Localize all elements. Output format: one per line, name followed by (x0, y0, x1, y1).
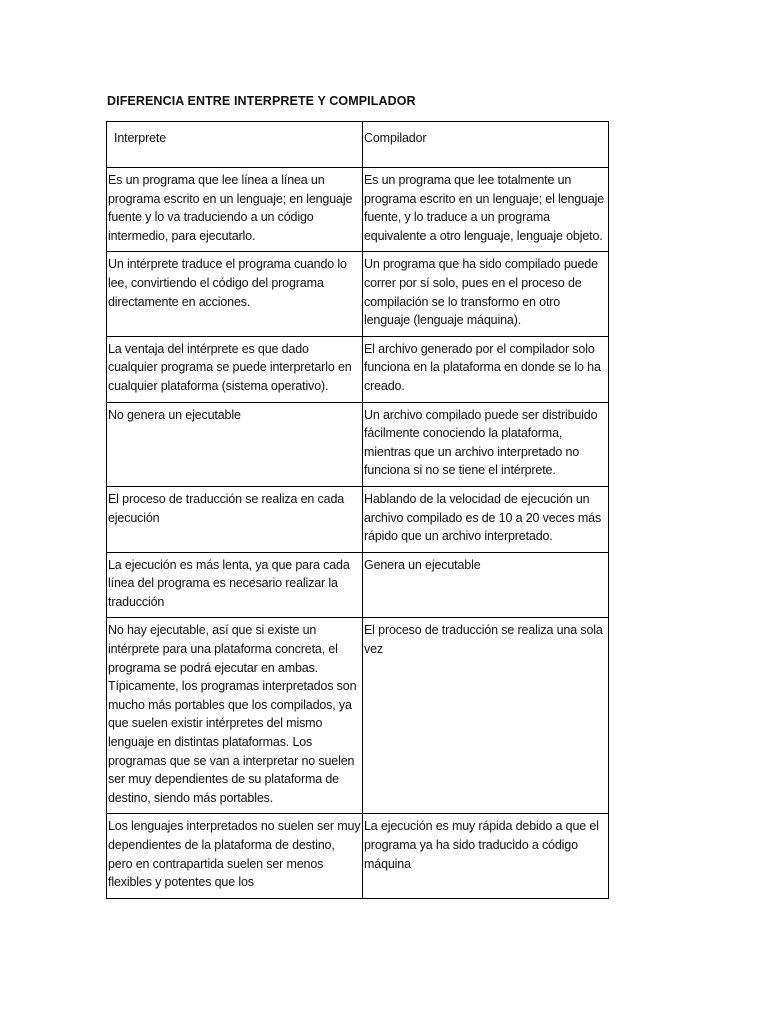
table-row (107, 486, 609, 552)
cell-compilador: El proceso de traducción se realiza una sola vez (363, 618, 609, 814)
table-row (107, 252, 609, 336)
page-title: DIFERENCIA ENTRE INTERPRETE Y COMPILADOR (107, 94, 416, 108)
table-row (107, 618, 609, 814)
cell-compilador: La ejecución es muy rápida debido a que el programa ya ha sido traducido a código máquina (363, 814, 609, 898)
table-row (107, 552, 609, 618)
table-row (107, 814, 609, 898)
table-row (107, 168, 609, 252)
cell-compilador: El archivo generado por el compilador solo funciona en la plataforma en donde se lo ha creado. (363, 336, 609, 402)
cell-compilador: Genera un ejecutable (363, 552, 609, 618)
header-compilador: Compilador (363, 122, 609, 168)
cell-compilador: Un archivo compilado puede ser distribuido fácilmente conociendo la plataforma, mientras que un archivo interpretado no funciona si no se tiene el intérprete. (363, 402, 609, 486)
table-header-row (107, 122, 609, 168)
cell-interprete: La ejecución es más lenta, ya que para cada línea del programa es necesario realizar la traducción (107, 552, 363, 618)
cell-compilador: Un programa que ha sido compilado puede correr por sí solo, pues en el proceso de compilación se lo transformo en otro lenguaje (lenguaje máquina). (363, 252, 609, 336)
cell-compilador: Es un programa que lee totalmente un programa escrito en un lenguaje; el lenguaje fuente, y lo traduce a un programa equivalente a otro lenguaje, lenguaje objeto. (363, 168, 609, 252)
cell-interprete: No hay ejecutable, así que si existe un intérprete para una plataforma concreta, el programa se podrá ejecutar en ambas. Típicamente, los programas interpretados son mucho más portables que los compilados, ya que suelen existir intérpretes del mismo lenguaje en distintas plataformas. Los programas que se van a interpretar no suelen ser muy dependientes de su plataforma de destino, siendo más portables. (107, 618, 363, 814)
cell-interprete: Los lenguajes interpretados no suelen ser muy dependientes de la plataforma de destino, pero en contrapartida suelen ser menos flexibles y potentes que los (107, 814, 363, 898)
cell-interprete: La ventaja del intérprete es que dado cualquier programa se puede interpretarlo en cualquier plataforma (sistema operativo). (107, 336, 363, 402)
cell-interprete: No genera un ejecutable (107, 402, 363, 486)
cell-interprete: El proceso de traducción se realiza en cada ejecución (107, 486, 363, 552)
cell-interprete: Un intérprete traduce el programa cuando lo lee, convirtiendo el código del programa directamente en acciones. (107, 252, 363, 336)
header-interprete: Interprete (107, 122, 363, 168)
comparison-table (106, 121, 609, 899)
table-row (107, 402, 609, 486)
cell-interprete: Es un programa que lee línea a línea un programa escrito en un lenguaje; en lenguaje fuente y lo va traduciendo a un código intermedio, para ejecutarlo. (107, 168, 363, 252)
table-row (107, 336, 609, 402)
cell-compilador: Hablando de la velocidad de ejecución un archivo compilado es de 10 a 20 veces más rápido que un archivo interpretado. (363, 486, 609, 552)
